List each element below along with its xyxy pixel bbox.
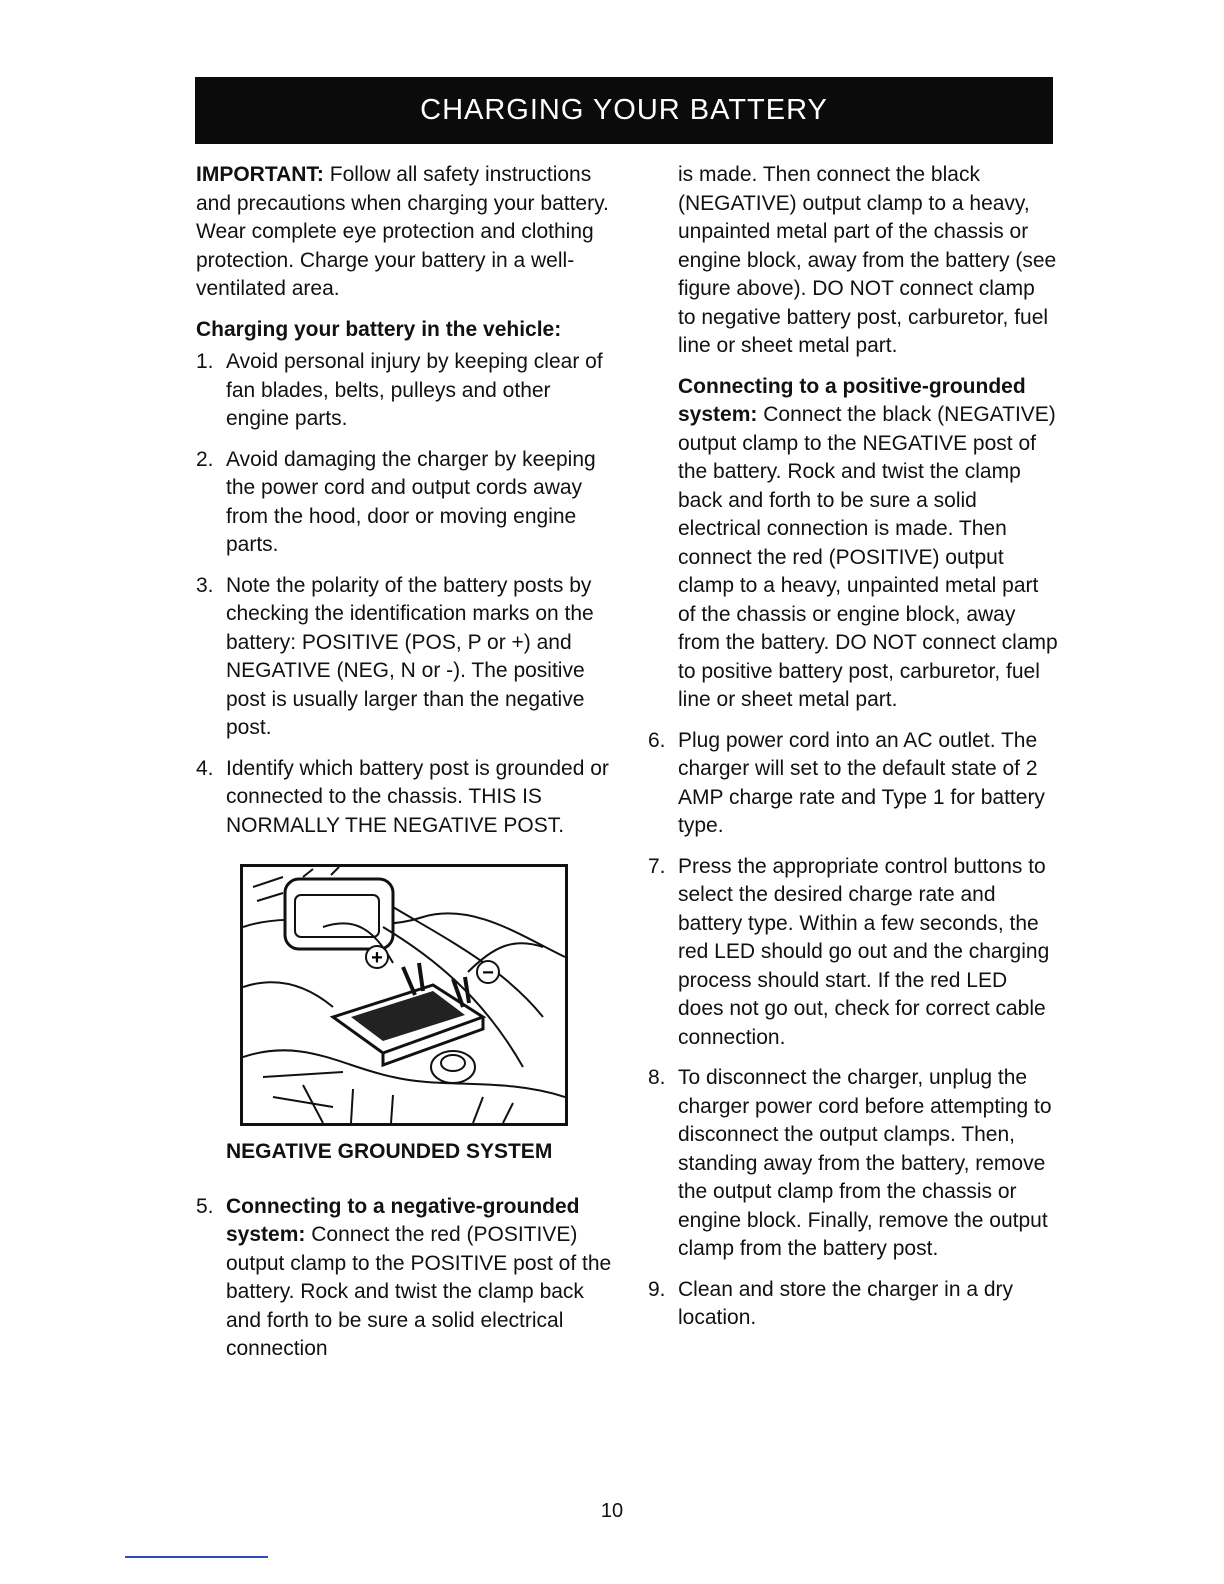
list-item bbox=[196, 348, 616, 434]
item-text: Note the polarity of the battery posts by checking the identification marks on the battery: POSITIVE (POS, P or +) and NEGATIVE (NEG, N or -). The positive post is usually larger than the negative post. bbox=[226, 573, 594, 739]
negative-symbol: − bbox=[482, 962, 494, 984]
item-bold-lead: Connecting to a negative-grounded system: bbox=[226, 1194, 580, 1246]
item-text: Avoid damaging the charger by keeping the power cord and output cords away from the hood, door or moving engine parts. bbox=[226, 447, 596, 556]
item-number: 1. bbox=[196, 350, 214, 373]
item-text: Avoid personal injury by keeping clear of fan blades, belts, pulleys and other engine parts. bbox=[226, 350, 603, 430]
list-item bbox=[196, 1193, 616, 1364]
footer-divider bbox=[125, 1556, 268, 1558]
item-number: 3. bbox=[196, 573, 214, 597]
positive-symbol: + bbox=[371, 947, 383, 969]
important-note bbox=[196, 161, 616, 304]
item-number: 7. bbox=[648, 854, 666, 878]
page-title-banner: CHARGING YOUR BATTERY bbox=[195, 77, 1053, 144]
list-item bbox=[648, 1276, 1058, 1333]
engine-bay-illustration bbox=[240, 864, 568, 1126]
important-text: Follow all safety instructions and precautions when charging your battery. Wear complete eye protection and clothing protection. Charge your battery in a well-ventilated area. bbox=[196, 163, 609, 300]
engine-bay-drawing bbox=[243, 867, 565, 1123]
figure-caption: NEGATIVE GROUNDED SYSTEM bbox=[226, 1140, 553, 1163]
item-number: 5. bbox=[196, 1194, 214, 1218]
item-text: Press the appropriate control buttons to select the desired charge rate and battery type. Within a few seconds, the red LED should go out and the charging process should start. If the red LED does not go out, check for correct cable connection. bbox=[678, 854, 1050, 1049]
list-item bbox=[196, 572, 616, 743]
page-number: 10 bbox=[600, 1500, 624, 1522]
right-column bbox=[648, 161, 1058, 1345]
positive-ground-text: Connect the black (NEGATIVE) output clamp to the NEGATIVE post of the battery. Rock and twist the clamp back and forth to be sure a solid electrical connection is made. Then connect the red (POSITIVE) output clamp to a heavy, unpainted metal part of the chassis or engine block, away from the battery. DO NOT connect clamp to positive battery post, carburetor, fuel line or sheet metal part. bbox=[678, 403, 1058, 711]
item-text: Connect the red (POSITIVE) output clamp to the POSITIVE post of the battery. Rock and twist the clamp back and forth to be sure a solid electrical connection bbox=[226, 1223, 612, 1360]
item-number: 4. bbox=[196, 756, 214, 780]
list-item bbox=[196, 446, 616, 560]
item-text: To disconnect the charger, unplug the charger power cord before attempting to disconnect the output clamps. Then, standing away from the battery, remove the output clamp from the chassis or engine block. Finally, remove the output clamp from the battery post. bbox=[678, 1066, 1052, 1260]
item-text: Clean and store the charger in a dry location. bbox=[678, 1277, 1014, 1329]
section-heading-in-vehicle: Charging your battery in the vehicle: bbox=[196, 317, 562, 341]
step5-continued: is made. Then connect the black (NEGATIVE) output clamp to a heavy, unpainted metal part of the chassis or engine block, away from the battery (see figure above). DO NOT connect clamp to negative battery post, carburetor, fuel line or sheet metal part. bbox=[678, 163, 1057, 357]
list-item bbox=[648, 853, 1058, 1053]
list-item bbox=[196, 755, 616, 841]
left-column bbox=[196, 161, 616, 1376]
item-number: 2. bbox=[196, 447, 214, 471]
positive-ground-heading: Connecting to a positive-grounded system: bbox=[678, 374, 1026, 426]
positive-ground-paragraph bbox=[678, 373, 1058, 715]
item-text: Plug power cord into an AC outlet. The charger will set to the default state of 2 AMP charge rate and Type 1 for battery type. bbox=[678, 728, 1045, 837]
list-item bbox=[648, 1064, 1058, 1264]
item-number: 6. bbox=[648, 728, 666, 752]
item-number: 8. bbox=[648, 1066, 666, 1089]
item-number: 9. bbox=[648, 1277, 666, 1301]
list-item bbox=[648, 727, 1058, 841]
item-text: Identify which battery post is grounded or connected to the chassis. THIS IS NORMALLY THE NEGATIVE POST. bbox=[226, 756, 609, 837]
important-label: IMPORTANT: bbox=[196, 163, 324, 186]
